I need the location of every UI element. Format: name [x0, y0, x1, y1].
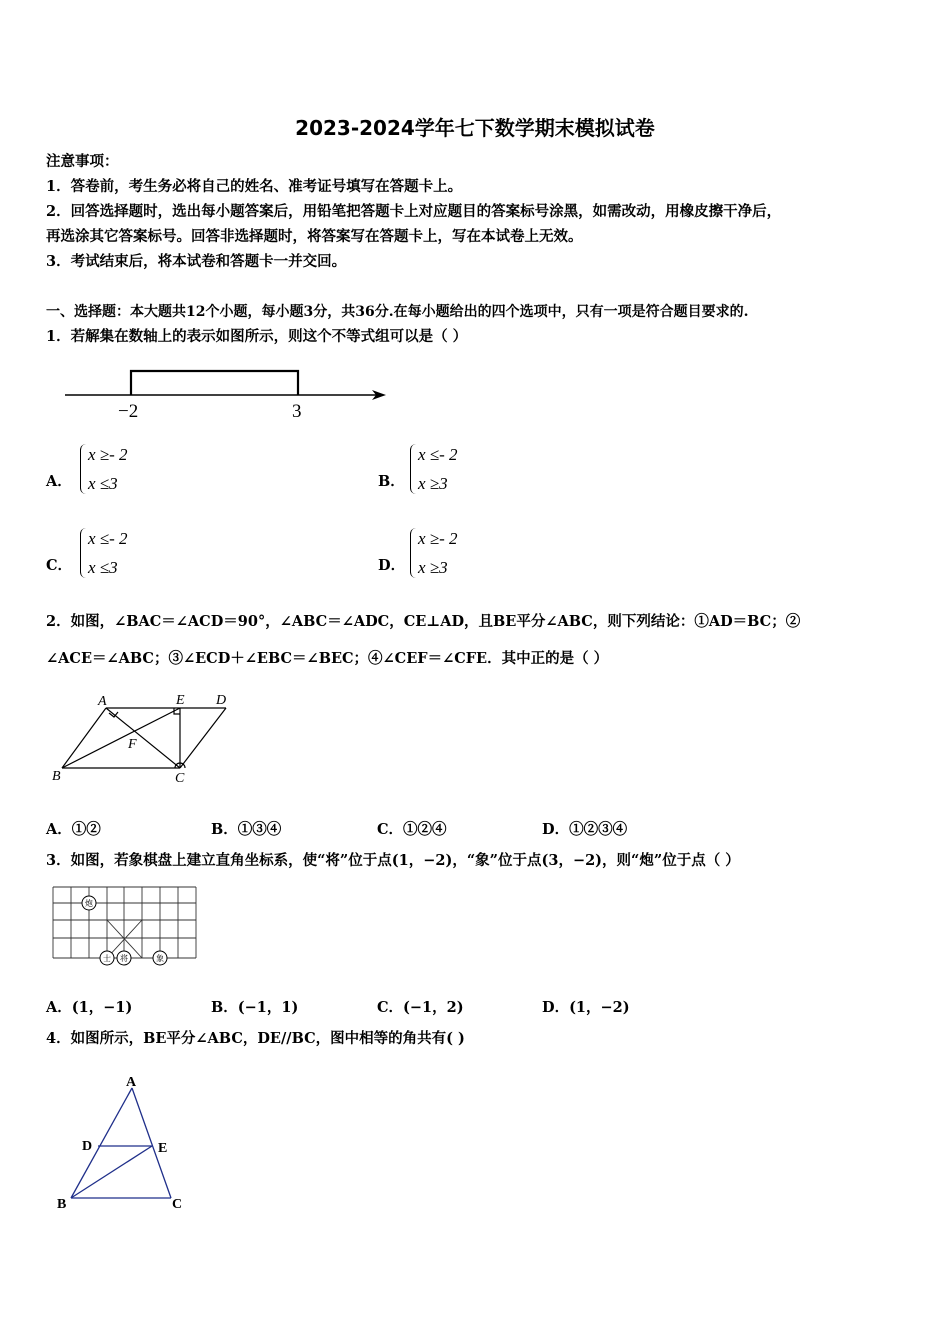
q1-option-d-line2: x ≥3 — [418, 558, 448, 577]
q1-option-d-label[interactable]: D． — [378, 557, 406, 574]
q2-option-c[interactable]: C．①②④ — [377, 821, 447, 838]
brace-icon — [80, 528, 87, 578]
q2-point-c: C — [175, 771, 185, 786]
piece-shi-label: 士 — [103, 954, 111, 963]
solution-interval — [131, 371, 298, 395]
q2-option-b[interactable]: B．①③④ — [211, 821, 282, 838]
q2-point-b: B — [52, 769, 61, 784]
q4-point-d: D — [82, 1139, 93, 1154]
q3-stem: 3．如图，若象棋盘上建立直角坐标系，使“将”位于点(1，−2)，“象”位于点(3，−2)，则“炮”位于点（ ） — [46, 852, 740, 869]
q4-point-b: B — [57, 1197, 67, 1212]
brace-icon — [80, 444, 87, 494]
triangle-figure — [52, 1068, 202, 1216]
number-line-figure — [60, 362, 400, 422]
brace-icon — [410, 528, 417, 578]
note-2b: 再选涂其它答案标号。回答非选择题时，将答案写在答题卡上，写在本试卷上无效。 — [46, 228, 583, 245]
q4-point-a: A — [126, 1075, 137, 1090]
q4-point-e: E — [158, 1141, 168, 1156]
q2-point-f: F — [128, 737, 137, 752]
q3-option-d[interactable]: D．(1，−2) — [542, 999, 630, 1016]
q2-stem-line2: ∠ACE＝∠ABC；③∠ECD＋∠EBC＝∠BEC；④∠CEF＝∠CFE．其中正的是（ ） — [46, 650, 609, 667]
section-heading: 一、选择题：本大题共12个小题，每小题3分，共36分.在每小题给出的四个选项中，只有一项是符合题目要求的. — [46, 304, 749, 320]
q2-stem-line1: 2．如图，∠BAC＝∠ACD＝90°，∠ABC＝∠ADC，CE⊥AD，且BE平分∠ABC，则下列结论：①AD＝BC；② — [46, 613, 801, 630]
q2-point-e: E — [176, 693, 185, 708]
page-title: 2023-2024学年七下数学期末模拟试卷 — [295, 116, 655, 140]
q3-option-b[interactable]: B．(−1，1) — [211, 999, 299, 1016]
q1-option-b-label[interactable]: B． — [378, 473, 405, 490]
q1-option-d-line1: x ≥- 2 — [418, 529, 458, 548]
piece-pao-label: 炮 — [85, 899, 93, 908]
notes-heading: 注意事项： — [46, 153, 119, 170]
q2-point-d: D — [216, 693, 227, 708]
parallelogram-figure — [48, 688, 248, 788]
piece-jiang-label: 将 — [120, 954, 128, 963]
axis-label-left: −2 — [118, 401, 139, 422]
axis-label-right: 3 — [292, 401, 302, 422]
brace-icon — [410, 444, 417, 494]
q2-option-d[interactable]: D．①②③④ — [542, 821, 628, 838]
chessboard-figure — [50, 882, 200, 968]
q2-point-a: A — [98, 694, 107, 709]
q1-option-a-line1: x ≥- 2 — [88, 445, 128, 464]
q4-stem: 4．如图所示，BE平分∠ABC，DE//BC，图中相等的角共有( ) — [46, 1030, 465, 1047]
q3-option-a[interactable]: A．(1，−1) — [46, 999, 133, 1016]
q1-option-b-line1: x ≤- 2 — [418, 445, 458, 464]
q4-point-c: C — [172, 1197, 183, 1212]
q1-option-c-label[interactable]: C． — [46, 557, 73, 574]
note-3: 3．考试结束后，将本试卷和答题卡一并交回。 — [46, 253, 347, 270]
q1-option-b-line2: x ≥3 — [418, 474, 448, 493]
note-1: 1．答卷前，考生务必将自己的姓名、准考证号填写在答题卡上。 — [46, 178, 463, 195]
q1-stem: 1．若解集在数轴上的表示如图所示，则这个不等式组可以是（ ） — [46, 328, 468, 345]
q1-option-c-line1: x ≤- 2 — [88, 529, 128, 548]
q1-option-c-line2: x ≤3 — [88, 558, 118, 577]
q1-option-a-line2: x ≤3 — [88, 474, 118, 493]
note-2a: 2．回答选择题时，选出每小题答案后，用铅笔把答题卡上对应题目的答案标号涂黑，如需改动，用橡皮擦干净后， — [46, 203, 782, 220]
piece-xiang-label: 象 — [156, 954, 164, 963]
q1-option-a-label[interactable]: A． — [46, 473, 72, 490]
q3-option-c[interactable]: C．(−1，2) — [377, 999, 464, 1016]
q2-option-a[interactable]: A．①② — [46, 821, 101, 838]
